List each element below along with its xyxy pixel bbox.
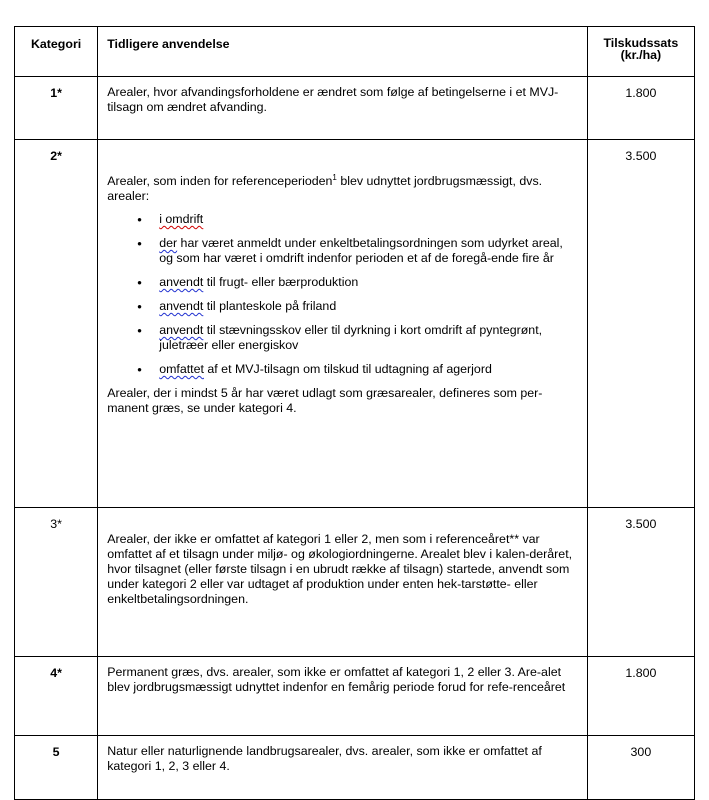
category-cell: 1* <box>15 77 98 140</box>
list-item-text: af et MVJ-tilsagn om tilskud til udtagning af agerjord <box>203 362 492 376</box>
list-item <box>159 299 579 314</box>
footnote-marker: 1 <box>332 173 337 182</box>
description-cell: Permanent græs, dvs. arealer, som ikke er omfattet af kategori 1, 2 eller 3. Are-alet blev jordbrugsmæssigt udnyttet indenfor en femårig periode forud for refe-renceåret <box>98 657 588 736</box>
description-note: Arealer, der i mindst 5 år har været udlagt som græsarealer, defineres som per-manent græs, se under kategori 4. <box>107 386 543 415</box>
bullet-list <box>107 212 579 377</box>
category-cell: 3* <box>15 508 98 657</box>
grammar-check-word: anvendt <box>159 323 204 337</box>
category-cell: 5 <box>15 736 98 800</box>
grammar-check-word: omfattet <box>159 362 204 376</box>
rate-cell: 1.800 <box>587 657 694 736</box>
grammar-check-word: anvendt <box>159 275 204 289</box>
header-category: Kategori <box>15 27 98 77</box>
header-rate <box>587 27 694 77</box>
header-rate-line1: Tilskudssats <box>603 36 679 50</box>
grammar-check-word: anvendt <box>159 299 204 313</box>
header-rate-line2: (kr./ha) <box>620 48 662 62</box>
spellcheck-word: i omdrift <box>159 212 204 226</box>
table-header-row <box>15 27 695 77</box>
intro-text: Arealer, som inden for referenceperioden <box>107 174 333 188</box>
table-row <box>15 77 695 140</box>
list-item-text: til planteskole på friland <box>203 299 337 313</box>
rate-cell: 3.500 <box>587 140 694 508</box>
list-item <box>159 212 579 227</box>
table-row <box>15 140 695 508</box>
category-cell: 2* <box>15 140 98 508</box>
description-cell <box>98 140 588 508</box>
list-item-text: har været anmeldt under enkeltbetalingsordningen som udyrket areal, og som har været i omdrift indenfor perioden et af de foregå-ende fire år <box>159 236 563 265</box>
category-cell: 4* <box>15 657 98 736</box>
table-row <box>15 736 695 800</box>
rate-cell: 3.500 <box>587 508 694 657</box>
list-item <box>159 236 579 266</box>
description-cell: Natur eller naturlignende landbrugsarealer, dvs. arealer, som ikke er omfattet af kategori 1, 2, 3 eller 4. <box>98 736 588 800</box>
description-cell: Arealer, der ikke er omfattet af kategori 1 eller 2, men som i referenceåret** var omfattet af et tilsagn under miljø- og økologiordningerne. Arealet blev i kalen-deråret, hvor tilsagnet (eller første tilsagn i en ubrudt række af tilsagn) startede, anvendt som under kategori 2 eller var udtaget af produktion under enten hek-tarstøtte- eller enkeltbetalingsordningen. <box>98 508 588 657</box>
list-item <box>159 275 579 290</box>
description-cell: Arealer, hvor afvandingsforholdene er ændret som følge af betingelserne i et MVJ-tilsagn om ændret afvanding. <box>98 77 588 140</box>
table-row <box>15 508 695 657</box>
description-intro <box>107 174 579 204</box>
list-item <box>159 323 579 353</box>
subsidy-rate-table <box>14 26 695 800</box>
table-row <box>15 657 695 736</box>
list-item-text: til stævningsskov eller til dyrkning i kort omdrift af pyntegrønt, juletræer eller energiskov <box>159 323 543 352</box>
header-previous-use: Tidligere anvendelse <box>98 27 588 77</box>
rate-cell: 300 <box>587 736 694 800</box>
grammar-check-word: der <box>159 236 178 250</box>
list-item <box>159 362 579 377</box>
list-item-text: til frugt- eller bærproduktion <box>203 275 359 289</box>
intro-text-rest: blev udnyttet jordbrugsmæssigt, dvs. arealer: <box>107 174 543 203</box>
rate-cell: 1.800 <box>587 77 694 140</box>
